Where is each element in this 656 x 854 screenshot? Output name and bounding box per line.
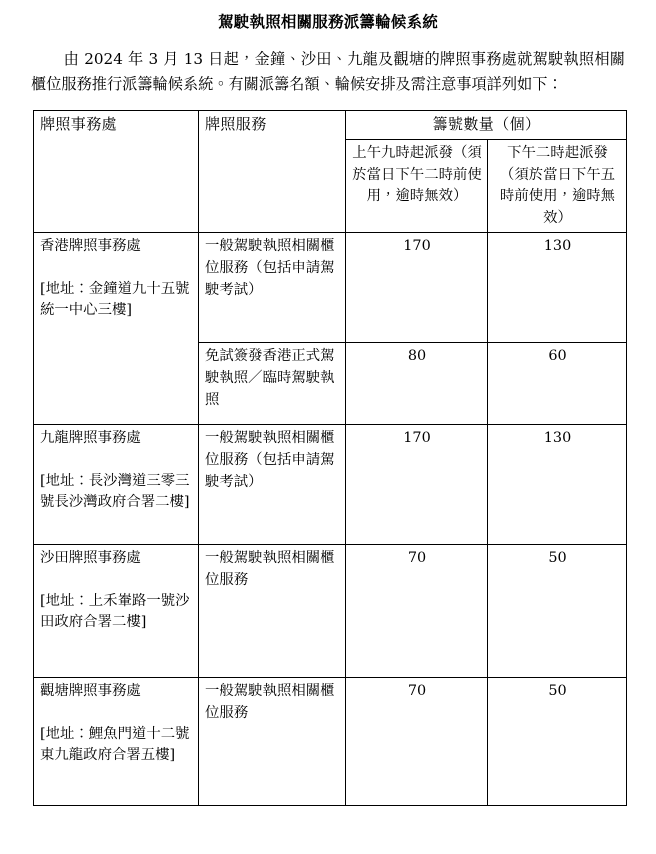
office-address: [地址：上禾輋路一號沙田政府合署二樓] xyxy=(40,592,190,631)
cell-licensing-office xyxy=(34,545,199,678)
cell-quota-morning: 80 xyxy=(346,343,488,425)
cell-quota-afternoon: 50 xyxy=(488,678,627,806)
intro-paragraph: 由 2024 年 3 月 13 日起，金鐘、沙田、九龍及觀塘的牌照事務處就駕駛執照相關櫃位服務推行派籌輪候系統。有關派籌名額、輪候安排及需注意事項詳列如下： xyxy=(31,49,625,93)
office-name: 沙田牌照事務處 xyxy=(40,550,141,567)
cell-quota-morning: 170 xyxy=(346,425,488,545)
cell-licensing-service: 一般駕駛執照相關櫃位服務（包括申請駕駛考試） xyxy=(199,425,346,545)
table-row xyxy=(34,678,627,806)
cell-licensing-office xyxy=(34,425,199,545)
cell-quota-afternoon: 60 xyxy=(488,343,627,425)
cell-quota-afternoon: 50 xyxy=(488,545,627,678)
table-body xyxy=(34,233,627,806)
office-address: [地址：金鐘道九十五號統一中心三樓] xyxy=(40,280,190,319)
column-header-office: 牌照事務處 xyxy=(34,111,199,233)
cell-quota-morning: 70 xyxy=(346,678,488,806)
cell-licensing-service: 免試簽發香港正式駕駛執照／臨時駕駛執照 xyxy=(199,343,346,425)
cell-licensing-office xyxy=(34,678,199,806)
cell-quota-afternoon: 130 xyxy=(488,233,627,343)
table-row xyxy=(34,425,627,545)
office-address: [地址：鯉魚門道十二號東九龍政府合署五樓] xyxy=(40,725,190,764)
table-head xyxy=(34,111,627,233)
table-row xyxy=(34,233,627,343)
table-header-row-1 xyxy=(34,111,627,140)
office-name: 九龍牌照事務處 xyxy=(40,430,141,447)
column-header-quota-group: 籌號數量（個） xyxy=(346,111,627,140)
table-row xyxy=(34,545,627,678)
document-page xyxy=(0,12,656,854)
office-address: [地址：長沙灣道三零三號長沙灣政府合署二樓] xyxy=(40,472,190,511)
office-name: 觀塘牌照事務處 xyxy=(40,683,141,700)
cell-licensing-office xyxy=(34,233,199,425)
cell-licensing-service: 一般駕駛執照相關櫃位服務 xyxy=(199,545,346,678)
cell-quota-morning: 170 xyxy=(346,233,488,343)
column-header-quota-afternoon: 下午二時起派發（須於當日下午五時前使用，逾時無效） xyxy=(488,139,627,232)
cell-quota-afternoon: 130 xyxy=(488,425,627,545)
quota-table xyxy=(33,110,627,806)
page-title: 駕駛執照相關服務派籌輪候系統 xyxy=(218,12,438,31)
column-header-quota-morning: 上午九時起派發（須於當日下午二時前使用，逾時無效） xyxy=(346,139,488,232)
quota-table-wrapper xyxy=(33,110,625,806)
cell-quota-morning: 70 xyxy=(346,545,488,678)
column-header-service: 牌照服務 xyxy=(199,111,346,233)
cell-licensing-service: 一般駕駛執照相關櫃位服務（包括申請駕駛考試） xyxy=(199,233,346,343)
cell-licensing-service: 一般駕駛執照相關櫃位服務 xyxy=(199,678,346,806)
office-name: 香港牌照事務處 xyxy=(40,238,141,255)
